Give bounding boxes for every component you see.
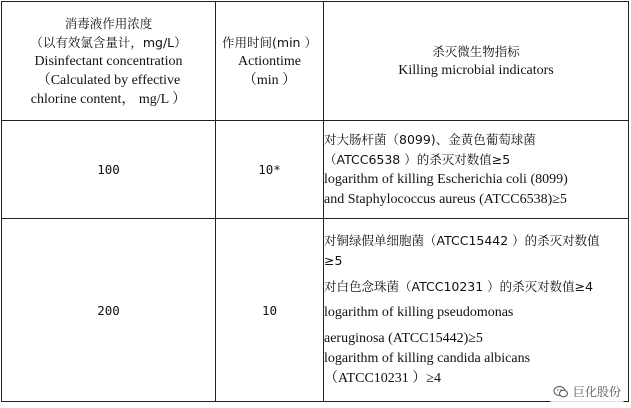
header-time xyxy=(216,2,324,121)
table-row xyxy=(2,219,629,402)
table-row xyxy=(2,121,629,219)
indicator-line: 对白色念珠菌（ATCC10231 ）的杀灭对数值≥4 xyxy=(324,279,594,294)
header-concentration-zh: 消毒液作用浓度 xyxy=(64,15,153,31)
header-indicators xyxy=(324,2,629,121)
watermark-text: 巨化股份 xyxy=(572,385,621,399)
indicator-line: ≥5 xyxy=(324,253,343,268)
wechat-icon xyxy=(553,384,569,400)
header-concentration-note-en-1: （Calculated by effective xyxy=(36,72,181,88)
indicator-line: 对大肠杆菌（8099)、金黄色葡萄球菌 xyxy=(324,131,536,147)
row-indicators xyxy=(324,121,629,219)
row-concentration: 100 xyxy=(2,121,216,219)
indicator-line: aeruginosa (ATCC15442)≥5 xyxy=(324,331,483,346)
header-time-en: Actiontime xyxy=(238,53,301,69)
header-indicators-en: Killing microbial indicators xyxy=(398,63,554,78)
row-time: 10 xyxy=(216,219,324,402)
indicator-line: logarithm of killing candida albicans xyxy=(324,351,531,366)
header-concentration-unit-zh: （以有效氯含量计，mg/L） xyxy=(30,34,187,50)
indicator-line: 对铜绿假单细胞菌（ATCC15442 ）的杀灭对数值 xyxy=(324,233,600,248)
header-time-zh: 作用时间(min ） xyxy=(222,34,317,50)
header-time-unit: （min ） xyxy=(242,72,297,88)
disinfection-table xyxy=(1,1,629,402)
watermark xyxy=(549,381,625,402)
header-concentration-note-en-2: chlorine content， mg/L ） xyxy=(30,91,187,107)
indicator-line: （ATCC10231 ）≥4 xyxy=(324,371,441,386)
indicator-line: logarithm of killing Escherichia coli (8099) xyxy=(324,171,568,187)
indicator-line: （ATCC6538 ）的杀灭对数值≥5 xyxy=(324,151,511,167)
indicator-line: and Staphylococcus aureus (ATCC6538)≥5 xyxy=(324,191,567,207)
row-time: 10* xyxy=(216,121,324,219)
header-row xyxy=(2,2,629,121)
header-concentration xyxy=(2,2,216,121)
header-indicators-zh: 杀灭微生物指标 xyxy=(432,44,520,59)
indicator-line: logarithm of killing pseudomonas xyxy=(324,305,514,320)
row-indicators xyxy=(324,219,629,402)
header-concentration-en: Disinfectant concentration xyxy=(34,53,183,69)
row-concentration: 200 xyxy=(2,219,216,402)
